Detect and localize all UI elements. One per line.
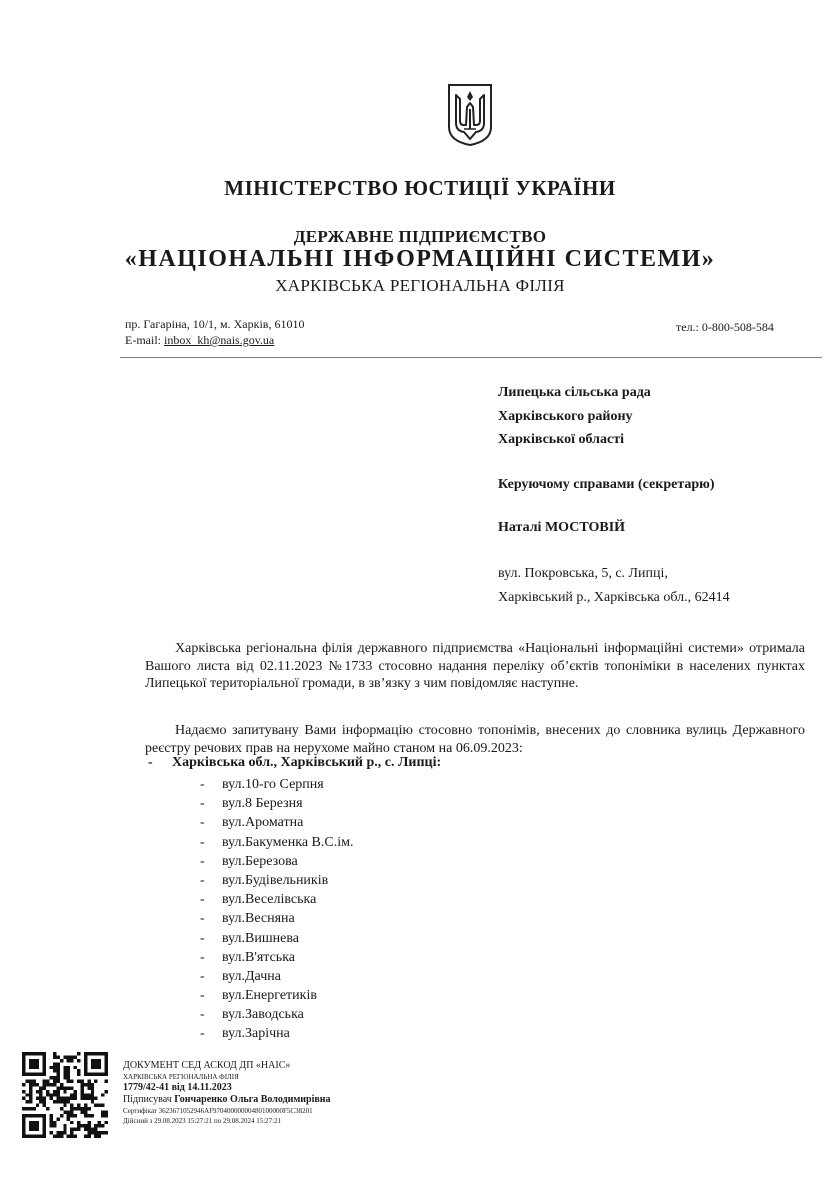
stamp-title: ДОКУМЕНТ СЕД АСКОД ДП «НАІС» [123, 1060, 291, 1071]
street-marker: - [200, 930, 205, 946]
sender-phone: тел.: 0-800-508-584 [676, 320, 774, 334]
city-heading-text: Харківська обл., Харківський р., с. Липці: [172, 755, 442, 770]
stamp-certificate: Сертифікат 3623671052946AF97040000000480100000F5C38201 [123, 1107, 313, 1115]
street-list-item [200, 813, 353, 832]
street-list-item [200, 929, 353, 948]
street-marker: - [200, 872, 205, 888]
street-marker: - [200, 968, 205, 984]
recipient-line-2: Харківського району [498, 409, 633, 424]
street-marker: - [200, 988, 205, 1004]
coat-of-arms-emblem [447, 83, 493, 147]
street-name: вул.Вишнева [222, 930, 299, 946]
street-name: вул.Зарічна [222, 1026, 290, 1042]
street-list-item [200, 833, 353, 852]
street-list-item [200, 948, 353, 967]
street-name: вул.8 Березня [222, 796, 303, 812]
list-marker: - [148, 755, 153, 770]
street-marker: - [200, 834, 205, 850]
stamp-reg-number: 1779/42-41 від 14.11.2023 [123, 1082, 232, 1093]
city-heading [148, 755, 441, 771]
qr-code [22, 1052, 108, 1138]
street-name: вул.В'ятська [222, 949, 295, 965]
street-name: вул.Березова [222, 853, 298, 869]
enterprise-name: «НАЦІОНАЛЬНІ ІНФОРМАЦІЙНІ СИСТЕМИ» [124, 246, 716, 272]
street-name: вул.Ароматна [222, 815, 304, 831]
street-list-item [200, 890, 353, 909]
street-marker: - [200, 1026, 205, 1042]
street-list-item [200, 775, 353, 794]
body-paragraph-1: Харківська регіональна філія державного підприємства «Національні інформаційні системи» отримала Вашого листа від 02.11.2023 №1733 стосовно надання переліку об’єктів топоніміки в населених пунктах Липецької територіальної громади, в зв’язку з чим повідомляє наступне. [145, 641, 805, 691]
stamp-signed-label: Підписувач [123, 1094, 175, 1105]
recipient-line-1: Липецька сільська рада [498, 385, 651, 400]
sender-email-line [125, 332, 304, 348]
stamp-validity: Дійсний з 29.08.2023 15:27:21 по 29.08.2024 15:27:21 [123, 1117, 282, 1125]
recipient-region: Харківський р., Харківська обл., 62414 [498, 590, 730, 605]
street-marker: - [200, 796, 205, 812]
stamp-signer-line [123, 1094, 331, 1106]
street-name: вул.Будівельників [222, 872, 329, 888]
street-list-item [200, 909, 353, 928]
email-label: E-mail: [125, 333, 164, 347]
body-paragraph-2: Надаємо запитувану Вами інформацію стосовно топонімів, внесених до словника вулиць Державного реєстру речових прав на нерухоме майно станом на 06.09.2023: [145, 723, 805, 756]
street-name: вул.Веселівська [222, 892, 317, 908]
enterprise-type: ДЕРЖАВНЕ ПІДПРИЄМСТВО [293, 227, 547, 246]
ministry-title: МІНІСТЕРСТВО ЮСТИЦІЇ УКРАЇНИ [224, 176, 616, 200]
sender-address: пр. Гагаріна, 10/1, м. Харків, 61010 [125, 317, 305, 331]
stamp-signer: Гончаренко Ольга Володимирівна [174, 1094, 331, 1105]
street-marker: - [200, 949, 205, 965]
header-divider [120, 357, 822, 358]
street-name: вул.Бакуменка В.С.ім. [222, 834, 354, 850]
recipient-name: Наталі МОСТОВІЙ [498, 520, 626, 535]
street-marker: - [200, 777, 205, 792]
street-name: вул.Заводська [222, 1007, 304, 1023]
street-name: вул.Дачна [222, 968, 281, 984]
street-name: вул.10-го Серпня [222, 777, 324, 792]
street-marker: - [200, 815, 205, 831]
street-marker: - [200, 911, 205, 927]
recipient-line-3: Харківської області [498, 432, 624, 447]
street-name: вул.Енергетиків [222, 988, 317, 1004]
street-list-item [200, 871, 353, 890]
electronic-document-stamp [123, 1060, 331, 1126]
street-list-item [200, 1024, 353, 1043]
street-list-item [200, 1005, 353, 1024]
street-list-item [200, 967, 353, 986]
email-link[interactable]: inbox_kh@nais.gov.ua [164, 333, 275, 347]
street-list [200, 775, 353, 1044]
recipient-position: Керуючому справами (секретарю) [498, 477, 715, 492]
recipient-street: вул. Покровська, 5, с. Липці, [498, 566, 668, 581]
stamp-branch: ХАРКІВСЬКА РЕГІОНАЛЬНА ФІЛІЯ [123, 1073, 239, 1081]
street-marker: - [200, 1007, 205, 1023]
street-list-item [200, 852, 353, 871]
street-marker: - [200, 892, 205, 908]
sender-contacts [125, 316, 304, 348]
street-name: вул.Весняна [222, 911, 295, 927]
street-list-item [200, 794, 353, 813]
branch-name: ХАРКІВСЬКА РЕГІОНАЛЬНА ФІЛІЯ [275, 276, 565, 295]
street-marker: - [200, 853, 205, 869]
street-list-item [200, 986, 353, 1005]
